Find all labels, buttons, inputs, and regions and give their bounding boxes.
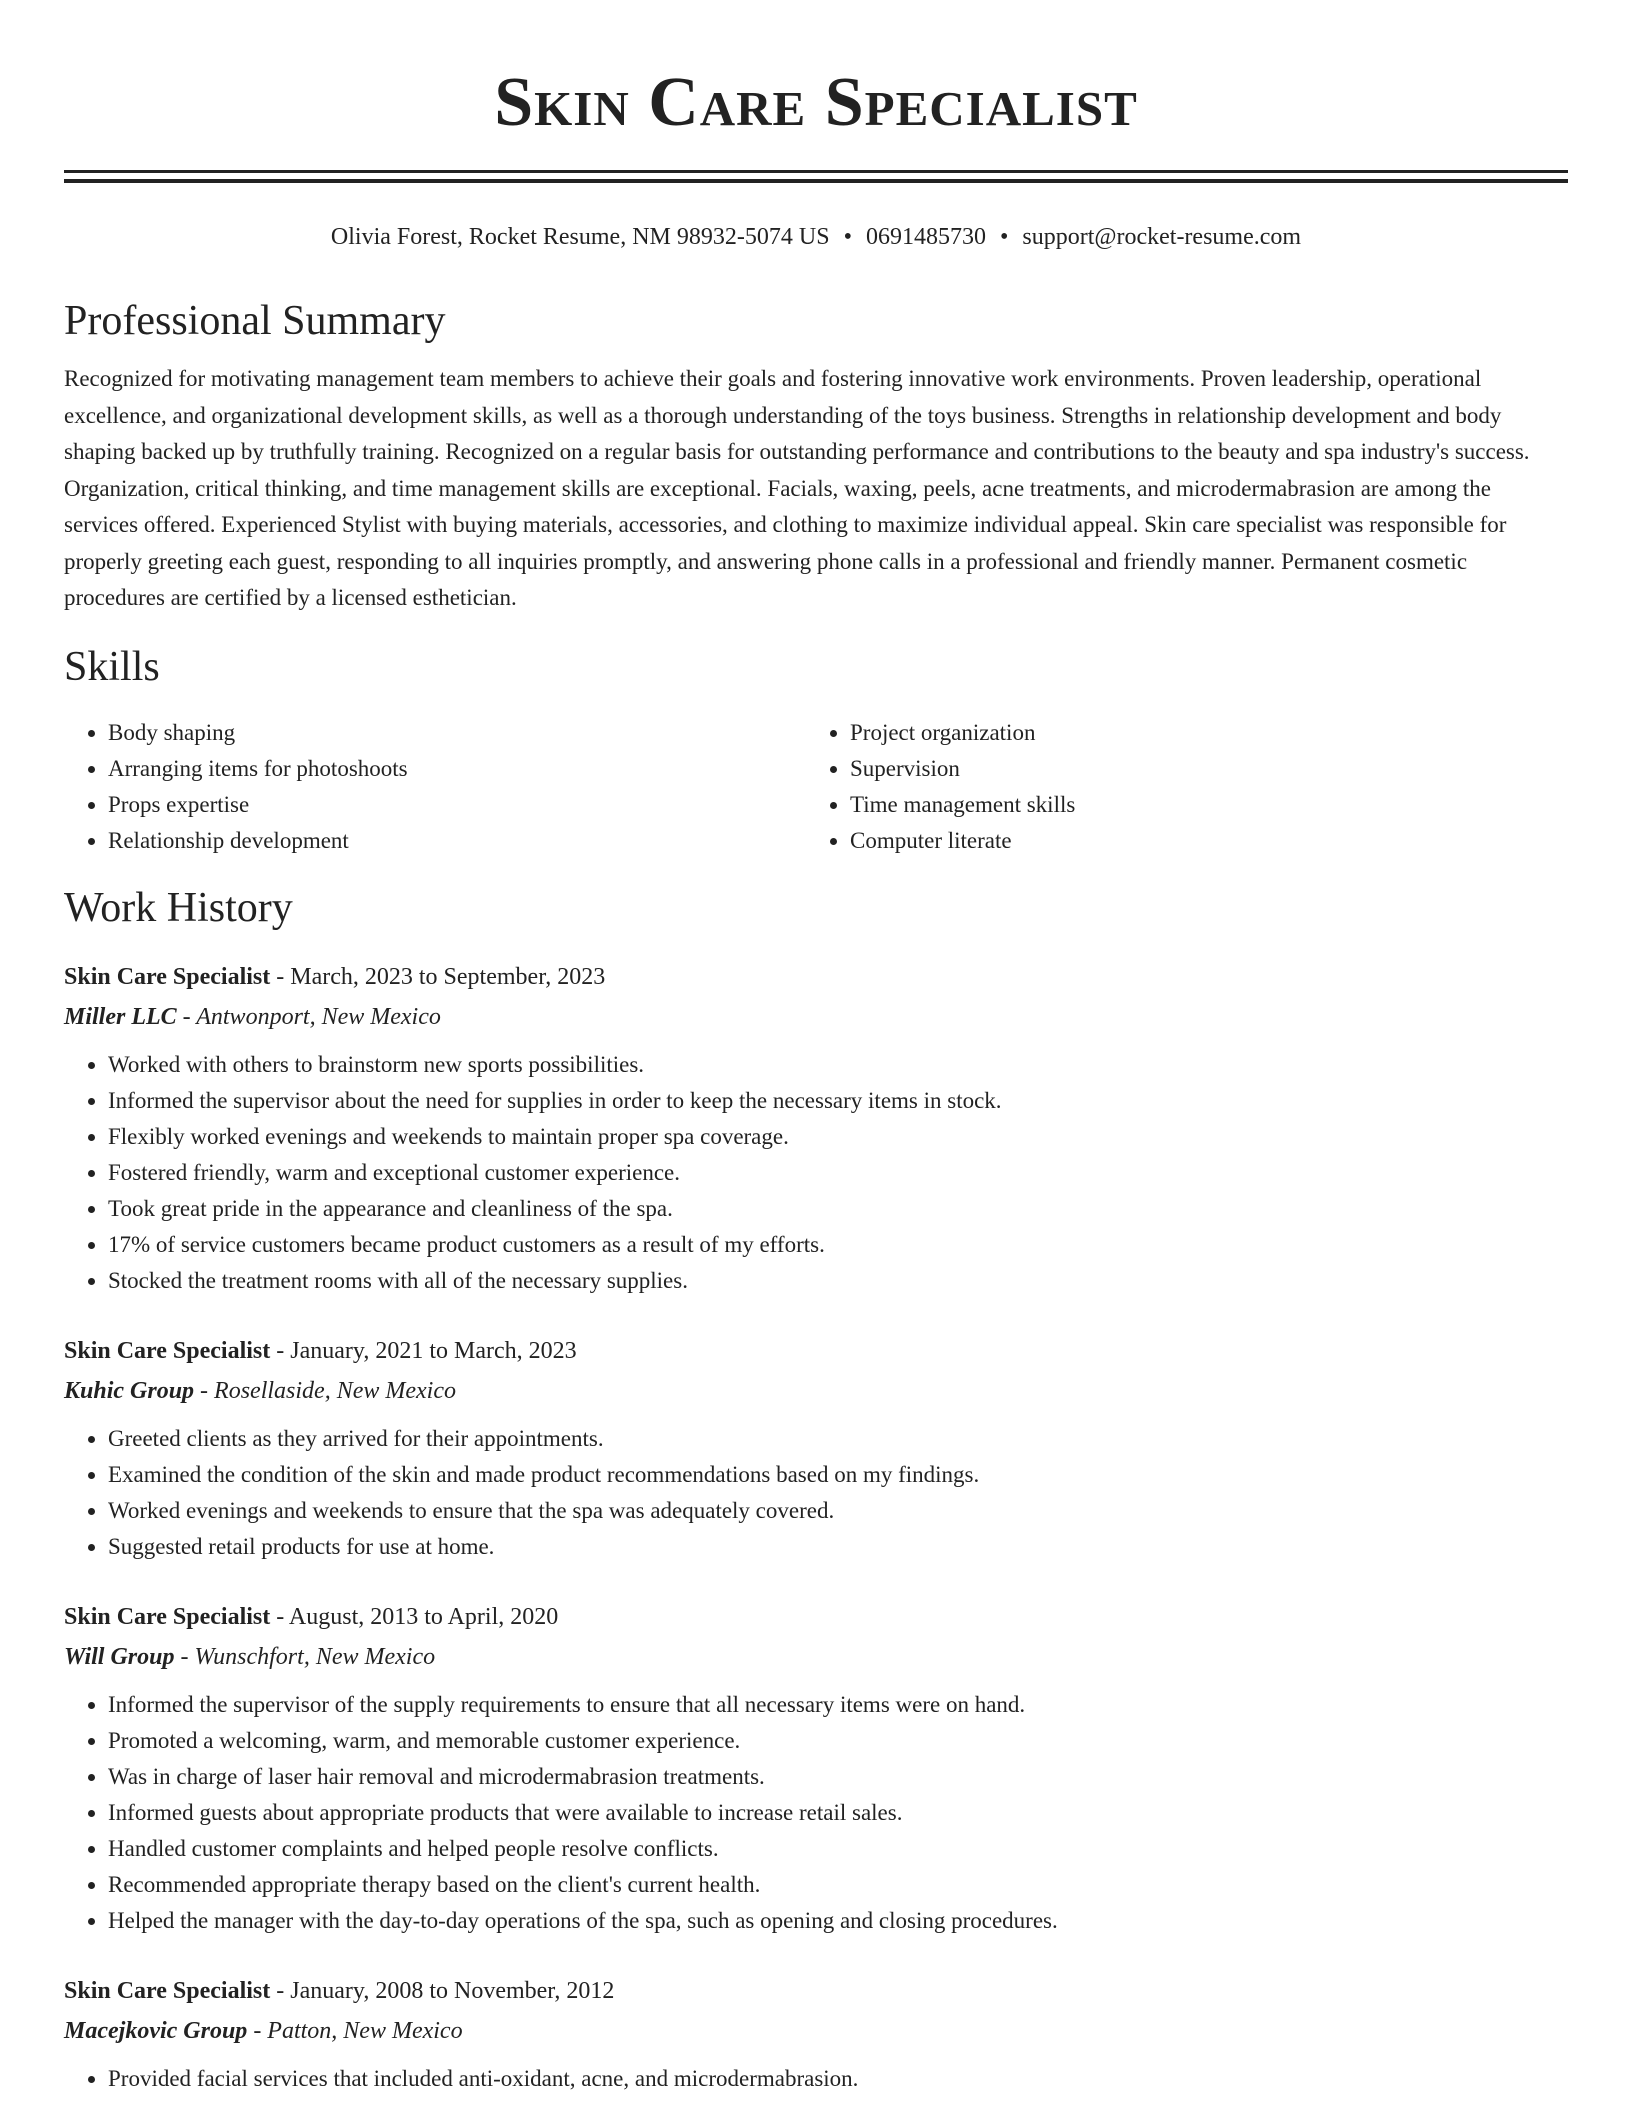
job-title: Skin Care Specialist xyxy=(64,1603,271,1630)
skills-list xyxy=(64,715,1568,859)
job-duties xyxy=(64,1687,1568,1939)
job-duty: • 17% of service customers became product customers as a result of my efforts. xyxy=(108,1227,1568,1263)
job-duty: • Promoted a welcoming, warm, and memorable customer experience. xyxy=(108,1723,1568,1759)
job-dates: - August, 2013 to April, 2020 xyxy=(270,1603,559,1630)
skills-column-left xyxy=(64,715,806,859)
job-title-line xyxy=(64,1971,1568,2011)
skill-item: • Arranging items for photoshoots xyxy=(108,751,806,787)
job-entry xyxy=(64,957,1568,1299)
job-location: - Antwonport, New Mexico xyxy=(176,1003,441,1030)
job-company: Miller LLC xyxy=(64,1003,177,1030)
job-duty: • Greeted clients as they arrived for their appointments. xyxy=(108,1421,1568,1457)
job-duties xyxy=(64,1047,1568,1299)
contact-separator: • xyxy=(843,224,852,250)
job-duty: • Took great pride in the appearance and cleanliness of the spa. xyxy=(108,1191,1568,1227)
job-duty: • Informed guests about appropriate products that were available to increase retail sales. xyxy=(108,1795,1568,1831)
job-company-line xyxy=(64,1637,1568,1677)
page-title: Skin Care Specialist xyxy=(494,64,1138,141)
job-title: Skin Care Specialist xyxy=(64,1977,271,2004)
job-duty: • Worked with others to brainstorm new sports possibilities. xyxy=(108,1047,1568,1083)
job-duty: • Was in charge of laser hair removal and microdermabrasion treatments. xyxy=(108,1759,1568,1795)
job-entry xyxy=(64,1597,1568,1939)
job-dates: - January, 2008 to November, 2012 xyxy=(270,1977,615,2004)
job-duty: • Worked evenings and weekends to ensure that the spa was adequately covered. xyxy=(108,1493,1568,1529)
work-history-heading: Work History xyxy=(64,884,293,931)
job-duty: • Examined the condition of the skin and made product recommendations based on my findings. xyxy=(108,1457,1568,1493)
job-location: - Patton, New Mexico xyxy=(247,2017,463,2044)
job-duty: • Handled customer complaints and helped people resolve conflicts. xyxy=(108,1831,1568,1867)
skill-item: • Relationship development xyxy=(108,823,806,859)
job-duty: • Helped the manager with the day-to-day operations of the spa, such as opening and closing procedures. xyxy=(108,1903,1568,1939)
skill-item: • Time management skills xyxy=(850,787,1548,823)
job-duty: • Informed the supervisor of the supply requirements to ensure that all necessary items were on hand. xyxy=(108,1687,1568,1723)
job-duties xyxy=(64,2061,1568,2097)
job-duty: • Stocked the treatment rooms with all of the necessary supplies. xyxy=(108,1263,1568,1299)
skill-item: • Props expertise xyxy=(108,787,806,823)
job-location: - Wunschfort, New Mexico xyxy=(174,1643,436,1670)
job-entry xyxy=(64,1971,1568,2097)
skill-item: • Body shaping xyxy=(108,715,806,751)
skill-item: • Project organization xyxy=(850,715,1548,751)
job-duty: • Informed the supervisor about the need for supplies in order to keep the necessary items in stock. xyxy=(108,1083,1568,1119)
contact-email: support@rocket-resume.com xyxy=(1022,224,1302,250)
job-location: - Rosellaside, New Mexico xyxy=(194,1377,456,1404)
job-company: Kuhic Group xyxy=(64,1377,195,1404)
contact-separator: • xyxy=(999,224,1009,250)
job-title-line xyxy=(64,1597,1568,1637)
skill-item: • Supervision xyxy=(850,751,1548,787)
job-title-line xyxy=(64,1331,1568,1371)
contact-address: Olivia Forest, Rocket Resume, NM 98932-5074 US xyxy=(330,224,830,250)
job-duty: • Fostered friendly, warm and exceptional customer experience. xyxy=(108,1155,1568,1191)
job-company: Macejkovic Group xyxy=(64,2017,248,2044)
job-company-line xyxy=(64,997,1568,1037)
contact-line xyxy=(64,221,1568,253)
job-duties xyxy=(64,1421,1568,1565)
job-dates: - January, 2021 to March, 2023 xyxy=(270,1337,577,1364)
job-company-line xyxy=(64,1371,1568,1411)
job-company-line xyxy=(64,2011,1568,2051)
job-entry xyxy=(64,1331,1568,1565)
skill-item: • Computer literate xyxy=(850,823,1548,859)
job-duty: • Recommended appropriate therapy based on the client's current health. xyxy=(108,1867,1568,1903)
title-divider-top xyxy=(64,170,1568,173)
summary-heading: Professional Summary xyxy=(64,298,446,344)
job-company: Will Group xyxy=(64,1643,175,1670)
job-title: Skin Care Specialist xyxy=(64,1337,271,1364)
job-title-line xyxy=(64,957,1568,997)
skills-heading: Skills xyxy=(64,643,160,690)
job-duty: • Suggested retail products for use at home. xyxy=(108,1529,1568,1565)
contact-phone: 0691485730 xyxy=(865,224,986,250)
job-title: Skin Care Specialist xyxy=(64,963,271,990)
skills-column-right xyxy=(806,715,1548,859)
job-duty: • Provided facial services that included anti-oxidant, acne, and microdermabrasion. xyxy=(108,2061,1568,2097)
resume-page xyxy=(64,0,1568,2097)
job-dates: - March, 2023 to September, 2023 xyxy=(270,963,606,990)
title-divider-bottom xyxy=(64,179,1568,183)
job-duty: • Flexibly worked evenings and weekends to maintain proper spa coverage. xyxy=(108,1119,1568,1155)
summary-text: Recognized for motivating management team members to achieve their goals and fostering innovative work environments. Proven leadership, operational excellence, and organizational development skills, as well as a thorough understanding of the toys business. Strengths in relationship development and body shaping backed up by truthfully training. Recognized on a regular basis for outstanding performance and contributions to the beauty and spa industry's success. Organization, critical thinking, and time management skills are exceptional. Facials, waxing, peels, acne treatments, and microdermabrasion are among the services offered. Experienced Stylist with buying materials, accessories, and clothing to maximize individual appeal. Skin care specialist was responsible for properly greeting each guest, responding to all inquiries promptly, and answering phone calls in a professional and friendly manner. Permanent cosmetic procedures are certified by a licensed esthetician. xyxy=(64,366,1530,610)
